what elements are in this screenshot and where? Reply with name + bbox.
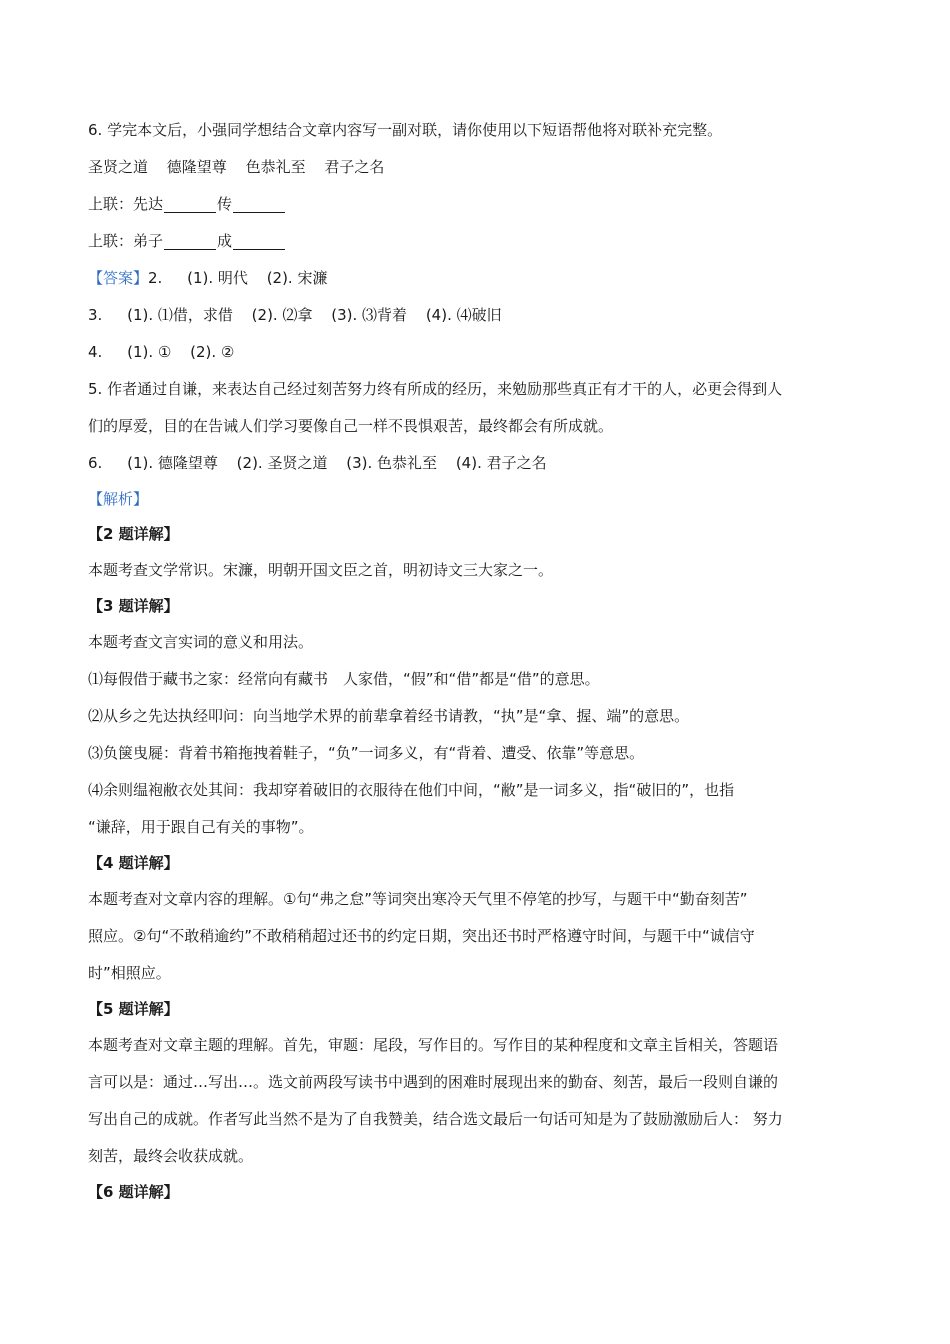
answer-4: 4. (1). ① (2). ② <box>88 343 235 361</box>
section-3-text: 本题考查文言实词的意义和用法。 <box>88 633 314 651</box>
answer-3-p2: (2). ⑵拿 <box>251 306 313 324</box>
couplet-1-label: 上联：先达 <box>88 195 164 213</box>
section-5-title: 【5 题详解】 <box>88 1000 179 1018</box>
section-4-line-3: 时”相照应。 <box>88 964 171 982</box>
phrase-2: 德隆望尊 <box>166 158 227 176</box>
section-3-item-2: ⑵从乡之先达执经叩问：向当地学术界的前辈拿着经书请教，“执”是“拿、握、端”的意思。 <box>88 707 690 725</box>
section-5-line-2: 言可以是：通过…写出…。选文前两段写读书中遇到的困难时展现出来的勤奋、刻苦，最后一段则自谦的 <box>88 1073 779 1091</box>
phrase-3: 色恭礼至 <box>245 158 306 176</box>
section-4-title: 【4 题详解】 <box>88 854 179 872</box>
section-3-item-4a: ⑷余则缊袍敝衣处其间：我却穿着破旧的衣服待在他们中间，“敝”是一词多义，指“破旧的”，也指 <box>88 781 735 799</box>
phrase-1: 圣贤之道 <box>88 158 149 176</box>
answer-5-line-1: 5. 作者通过自谦，来表达自己经过刻苦努力终有所成的经历，来勉励那些真正有才干的人，必更会得到人 <box>88 380 783 398</box>
phrase-4: 君子之名 <box>324 158 385 176</box>
section-6-title: 【6 题详解】 <box>88 1183 179 1201</box>
section-5-line-3: 写出自己的成就。作者写此当然不是为了自我赞美，结合选文最后一句话可知是为了鼓励激励后人： 努力 <box>88 1110 783 1128</box>
answer-3-p3: (3). ⑶背着 <box>331 306 408 324</box>
answer-6-p2: (2). 圣贤之道 <box>236 454 328 472</box>
couplet-1-mid: 传 <box>217 195 233 213</box>
section-3-item-1: ⑴每假借于藏书之家：经常向有藏书 人家借，“假”和“借”都是“借”的意思。 <box>88 670 600 688</box>
section-5-line-1: 本题考查对文章主题的理解。首先，审题：尾段，写作目的。写作目的某种程度和文章主旨相关，答题语 <box>88 1036 779 1054</box>
blank-3 <box>164 231 216 250</box>
answer-5-line-2: 们的厚爱，目的在告诫人们学习要像自己一样不畏惧艰苦，最终都会有所成就。 <box>88 417 614 435</box>
answer-4-p1: (1). ① <box>127 343 172 361</box>
section-2-title: 【2 题详解】 <box>88 525 179 543</box>
section-2-text: 本题考查文学常识。宋濂，明朝开国文臣之首，明初诗文三大家之一。 <box>88 561 554 579</box>
analysis-tag: 【解析】 <box>88 490 149 508</box>
q6-question: 6. 学完本文后，小强同学想结合文章内容写一副对联，请你使用以下短语帮他将对联补充完整。 <box>88 121 723 139</box>
document-page <box>88 112 868 1210</box>
blank-2 <box>233 194 285 213</box>
couplet-line-2 <box>88 223 868 260</box>
answer-tag: 【答案】 <box>88 269 149 287</box>
answer-3: 3. (1). ⑴借，求借 (2). ⑵拿 (3). ⑶背着 (4). ⑷破旧 <box>88 306 502 324</box>
section-5-line-4: 刻苦，最终会收获成就。 <box>88 1147 254 1165</box>
answer-3-p4: (4). ⑷破旧 <box>425 306 502 324</box>
q6-phrases <box>88 149 868 186</box>
answer-6-p1: (1). 德隆望尊 <box>127 454 218 472</box>
answer-6-p4: (4). 君子之名 <box>455 454 547 472</box>
answer-4-p2: (2). ② <box>190 343 235 361</box>
answer-2-p1: (1). 明代 <box>187 269 248 287</box>
answer-6-p3: (3). 色恭礼至 <box>346 454 438 472</box>
couplet-2-label: 上联：弟子 <box>88 232 164 250</box>
answer-3-p1: (1). ⑴借，求借 <box>127 306 233 324</box>
answer-2: 【答案】2. (1). 明代 (2). 宋濂 <box>88 269 328 287</box>
blank-1 <box>164 194 216 213</box>
section-3-item-4b: “谦辞，用于跟自己有关的事物”。 <box>88 818 314 836</box>
section-3-item-3: ⑶负箧曳屣：背着书箱拖拽着鞋子，“负”一词多义，有“背着、遭受、依靠”等意思。 <box>88 744 645 762</box>
answer-6: 6. (1). 德隆望尊 (2). 圣贤之道 (3). 色恭礼至 (4). 君子之名 <box>88 454 547 472</box>
couplet-2-mid: 成 <box>217 232 233 250</box>
section-3-title: 【3 题详解】 <box>88 597 179 615</box>
answer-2-p2: (2). 宋濂 <box>266 269 328 287</box>
section-4-line-1: 本题考查对文章内容的理解。①句“弗之怠”等词突出寒冷天气里不停笔的抄写，与题干中“勤奋刻苦” <box>88 890 748 908</box>
section-4-line-2: 照应。②句“不敢稍逾约”不敢稍稍超过还书的约定日期，突出还书时严格遵守时间，与题干中“诚信守 <box>88 927 755 945</box>
couplet-line-1 <box>88 186 868 223</box>
blank-4 <box>233 231 285 250</box>
